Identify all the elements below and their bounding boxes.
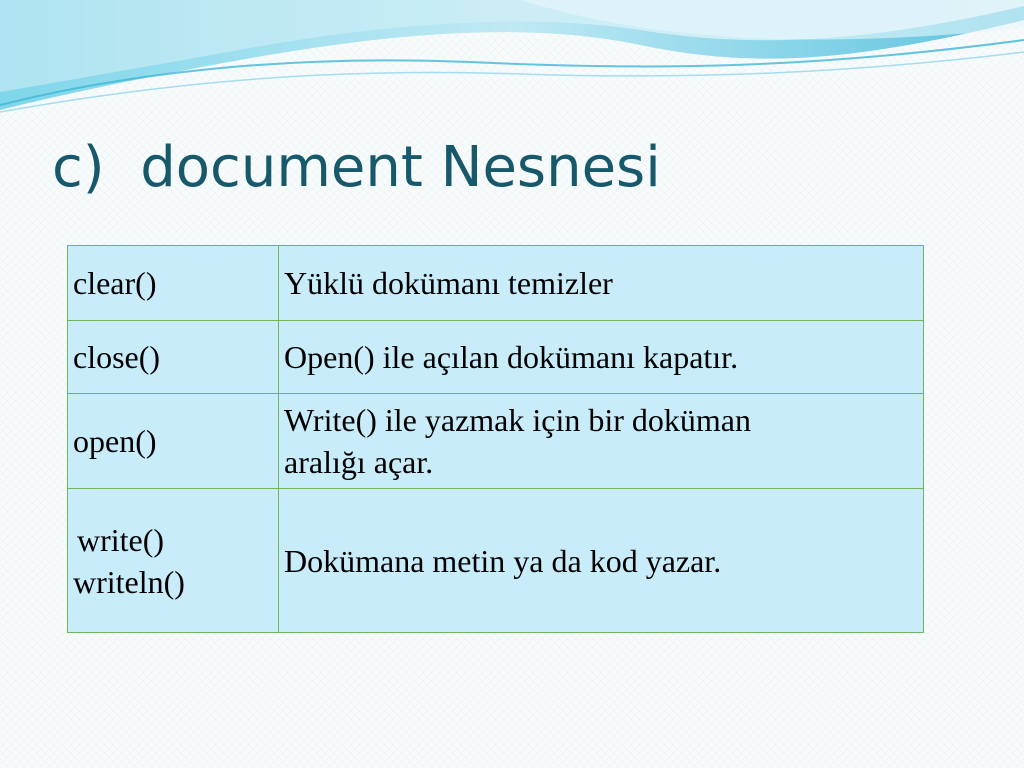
- method-cell: [68, 321, 279, 394]
- method-name-writeln: writeln(): [73, 563, 185, 600]
- description-cell: [279, 394, 924, 489]
- header-wave-decoration: [0, 0, 1024, 130]
- method-cell: [68, 246, 279, 321]
- method-description: Dokümana metin ya da kod yazar.: [284, 542, 722, 579]
- description-cell: [279, 489, 924, 633]
- method-description-line-1: Write() ile yazmak için bir doküman: [284, 402, 751, 438]
- method-name: open(): [73, 423, 157, 459]
- method-cell: [68, 394, 279, 489]
- method-description: Open() ile açılan dokümanı kapatır.: [284, 339, 739, 375]
- table-row: [68, 394, 924, 489]
- method-description-line-2: aralığı açar.: [284, 444, 434, 480]
- method-cell: [68, 489, 279, 633]
- table-row: [68, 321, 924, 394]
- slide-title: c) document Nesnesi: [52, 135, 661, 200]
- document-methods-table: [67, 245, 924, 633]
- method-name-write: write(): [77, 521, 165, 558]
- table-row: [68, 246, 924, 321]
- table-row: [68, 489, 924, 633]
- method-description: Yüklü dokümanı temizler: [284, 265, 613, 301]
- method-name: clear(): [73, 265, 157, 301]
- description-cell: [279, 321, 924, 394]
- method-name: close(): [73, 339, 161, 375]
- description-cell: [279, 246, 924, 321]
